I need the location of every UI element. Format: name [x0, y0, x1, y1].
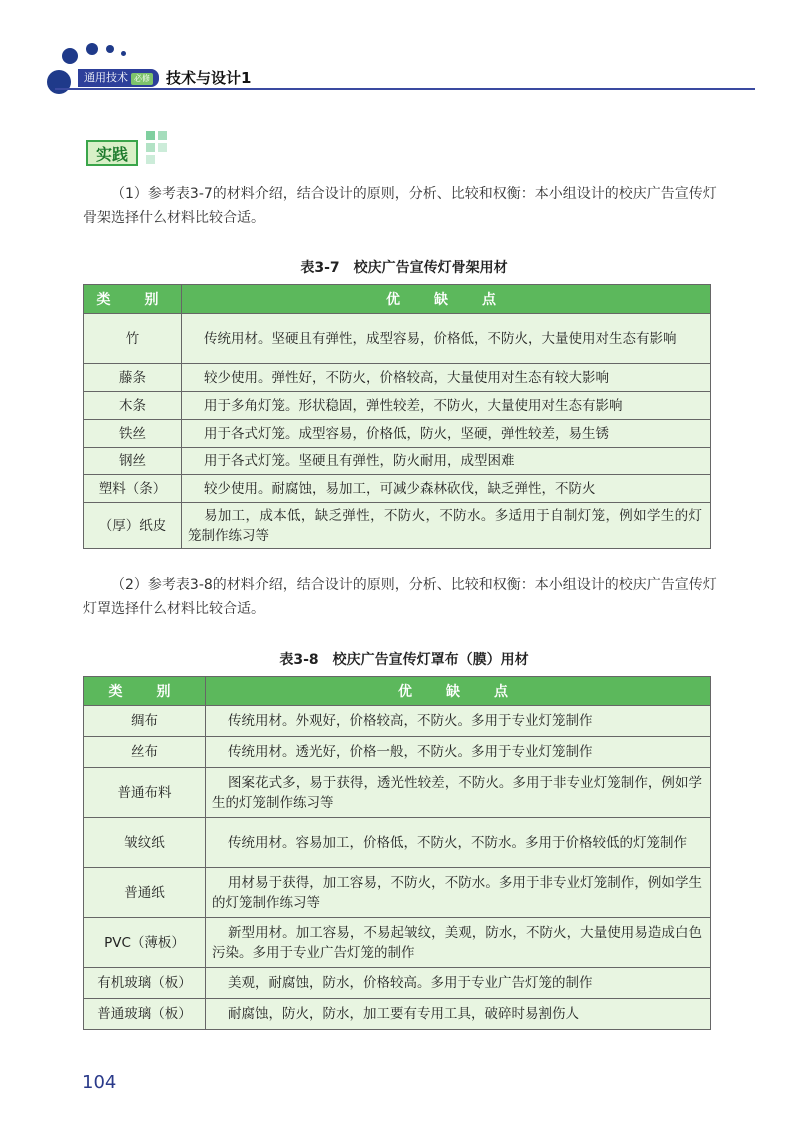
material-description: 较少使用。耐腐蚀，易加工，可减少森林砍伐，缺乏弹性，不防火	[182, 475, 711, 503]
book-series-label: 通用技术 必修	[78, 69, 159, 87]
material-description: 用于各式灯笼。坚硬且有弹性，防火耐用，成型困难	[182, 448, 711, 475]
decor-square	[146, 143, 155, 152]
practice-paragraph-2: （2）参考表3-8的材料介绍，结合设计的原则，分析、比较和权衡：本小组设计的校庆广告宣传灯灯罩选择什么材料比较合适。	[83, 577, 717, 617]
material-description: 新型用材。加工容易，不易起皱纹，美观，防水，不防火，大量使用易造成白色污染。多用于专业广告灯笼的制作	[206, 918, 711, 968]
material-description: 用于多角灯笼。形状稳固，弹性较差，不防火，大量使用对生态有影响	[182, 392, 711, 420]
material-name: 普通纸	[84, 868, 206, 918]
material-name: 竹	[84, 314, 182, 364]
compulsory-badge: 必修	[131, 73, 153, 85]
material-description: 传统用材。外观好，价格较高，不防火。多用于专业灯笼制作	[206, 706, 711, 737]
page-number: 104	[82, 1072, 117, 1093]
table-header-row	[84, 677, 711, 706]
material-name: 普通布料	[84, 768, 206, 818]
material-name: 钢丝	[84, 448, 182, 475]
table-row	[84, 968, 711, 999]
material-name: 藤条	[84, 364, 182, 392]
table-row	[84, 364, 711, 392]
table-row	[84, 999, 711, 1030]
material-description: 传统用材。坚硬且有弹性，成型容易，价格低，不防火，大量使用对生态有影响	[182, 314, 711, 364]
table-header-row	[84, 285, 711, 314]
decor-square	[146, 131, 155, 140]
material-description: 图案花式多，易于获得，透光性较差，不防火。多用于非专业灯笼制作，例如学生的灯笼制作练习等	[206, 768, 711, 818]
table-row	[84, 420, 711, 448]
material-description: 传统用材。透光好，价格一般，不防火。多用于专业灯笼制作	[206, 737, 711, 768]
decor-dot	[86, 43, 98, 55]
material-name: 塑料（条）	[84, 475, 182, 503]
material-name: 丝布	[84, 737, 206, 768]
table-3-8-caption: 表3-8 校庆广告宣传灯罩布（膜）用材	[279, 652, 529, 668]
material-description: 传统用材。容易加工，价格低，不防火，不防水。多用于价格较低的灯笼制作	[206, 818, 711, 868]
material-name: 木条	[84, 392, 182, 420]
table-row	[84, 314, 711, 364]
material-name: 绸布	[84, 706, 206, 737]
material-description: 耐腐蚀，防火，防水，加工要有专用工具，破碎时易割伤人	[206, 999, 711, 1030]
decor-square	[146, 155, 155, 164]
book-title: 技术与设计1	[166, 69, 252, 87]
header-category: 类 别	[84, 285, 182, 314]
decor-dot-large	[47, 70, 71, 94]
table-row	[84, 475, 711, 503]
decor-dot	[106, 45, 114, 53]
table-row	[84, 918, 711, 968]
table-row	[84, 706, 711, 737]
table-row	[84, 737, 711, 768]
table-row	[84, 818, 711, 868]
table-row	[84, 448, 711, 475]
table-row	[84, 868, 711, 918]
material-name: 皱纹纸	[84, 818, 206, 868]
material-name: 普通玻璃（板）	[84, 999, 206, 1030]
material-name: PVC（薄板）	[84, 918, 206, 968]
decor-dot	[62, 48, 78, 64]
material-name: 有机玻璃（板）	[84, 968, 206, 999]
table-row	[84, 503, 711, 549]
material-description: 用材易于获得，加工容易，不防火，不防水。多用于非专业灯笼制作，例如学生的灯笼制作练习等	[206, 868, 711, 918]
material-description: 较少使用。弹性好，不防火，价格较高，大量使用对生态有较大影响	[182, 364, 711, 392]
material-name: （厚）纸皮	[84, 503, 182, 549]
practice-label: 实践	[86, 140, 138, 166]
header-pros-cons: 优 缺 点	[206, 677, 711, 706]
header-category: 类 别	[84, 677, 206, 706]
practice-paragraph-1: （1）参考表3-7的材料介绍，结合设计的原则，分析、比较和权衡：本小组设计的校庆广告宣传灯骨架选择什么材料比较合适。	[83, 186, 717, 226]
material-description: 美观，耐腐蚀，防水，价格较高。多用于专业广告灯笼的制作	[206, 968, 711, 999]
decor-dot-small	[121, 51, 126, 56]
material-description: 用于各式灯笼。成型容易，价格低，防火，坚硬，弹性较差，易生锈	[182, 420, 711, 448]
header-rule	[55, 88, 755, 90]
decor-square	[158, 131, 167, 140]
material-name: 铁丝	[84, 420, 182, 448]
decor-square	[158, 143, 167, 152]
table-row	[84, 768, 711, 818]
table-3-7-caption: 表3-7 校庆广告宣传灯骨架用材	[300, 260, 508, 276]
material-description: 易加工，成本低，缺乏弹性，不防火，不防水。多适用于自制灯笼，例如学生的灯笼制作练习等	[182, 503, 711, 549]
table-row	[84, 392, 711, 420]
table-3-7	[83, 284, 711, 549]
header-pros-cons: 优 缺 点	[182, 285, 711, 314]
table-3-8	[83, 676, 711, 1030]
